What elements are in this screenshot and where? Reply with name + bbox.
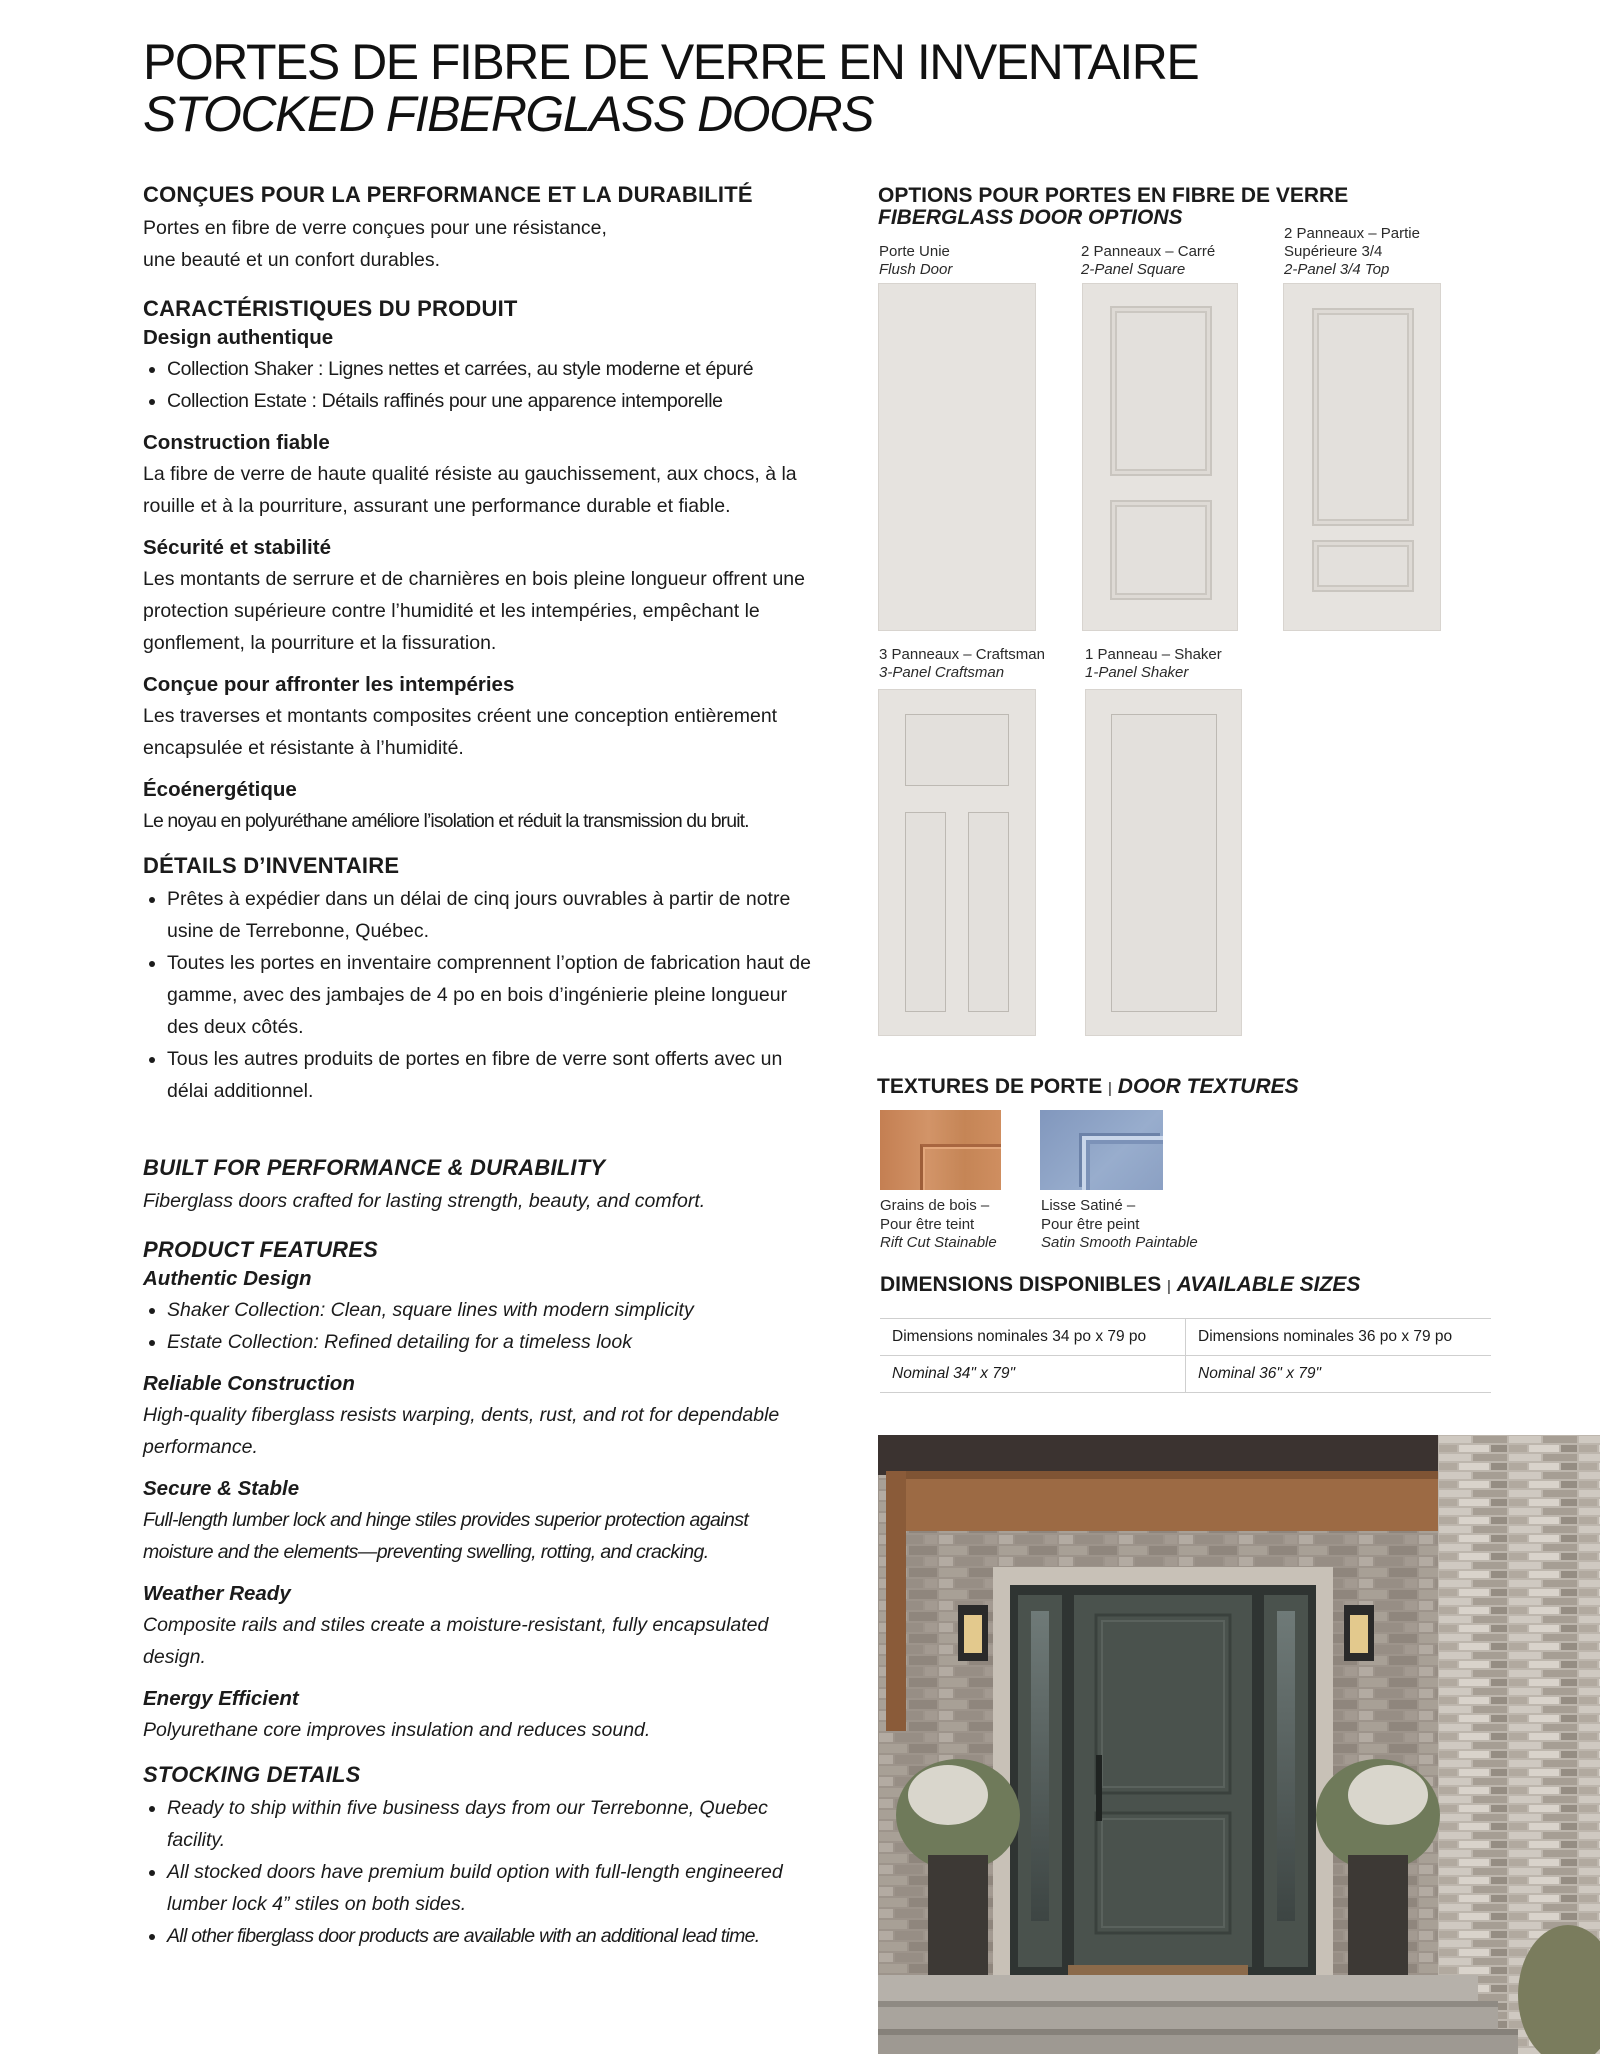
fr-construction-text: La fibre de verre de haute qualité résiste au gauchissement, aux chocs, à la rouille et à la pourriture, assurant une performance durable et fiable. (143, 463, 797, 517)
sizes-heading-en: AVAILABLE SIZES (1176, 1273, 1361, 1296)
door-label-fr-line1: 2 Panneaux – Partie (1284, 225, 1420, 242)
french-section (143, 182, 823, 1107)
list-item: • Tous les autres produits de portes en fibre de verre sont offerts avec un délai additionnel. (167, 1043, 823, 1107)
title-fr: PORTES DE FIBRE DE VERRE EN INVENTAIRE (143, 34, 1199, 90)
options-heading-fr: OPTIONS POUR PORTES EN FIBRE DE VERRE (878, 184, 1349, 207)
door-panel (905, 714, 1009, 786)
list-item: • All other fiberglass door products are available with an additional lead time. (167, 1920, 823, 1952)
en-design-list (143, 1294, 823, 1358)
door-label-flush (879, 243, 952, 279)
fr-stock-heading: DÉTAILS D’INVENTAIRE (143, 853, 400, 878)
options-heading-en: FIBERGLASS DOOR OPTIONS (878, 206, 1183, 229)
door-panel (1110, 500, 1212, 600)
fr-weather-heading: Conçue pour affronter les intempéries (143, 673, 515, 696)
fr-intro-line1: Portes en fibre de verre conçues pour une résistance, (143, 217, 607, 239)
door-1-panel-shaker-image (1085, 689, 1242, 1036)
en-design-heading: Authentic Design (143, 1267, 312, 1290)
fr-intro-line2: une beauté et un confort durables. (143, 249, 441, 271)
options-heading (878, 185, 1348, 229)
en-intro: Fiberglass doors crafted for lasting strength, beauty, and comfort. (143, 1190, 706, 1212)
fr-energy-heading: Écoénergétique (143, 778, 297, 801)
door-panel (905, 812, 946, 1012)
door-panel (968, 812, 1009, 1012)
door-label-fr: 2 Panneaux – Carré (1081, 243, 1216, 260)
fr-construction-heading: Construction fiable (143, 431, 330, 454)
fr-features-heading: CARACTÉRISTIQUES DU PRODUIT (143, 296, 518, 321)
door-label-fr: 3 Panneaux – Craftsman (879, 646, 1045, 663)
sizes-table (880, 1318, 1491, 1393)
door-panel (1312, 540, 1414, 592)
door-2-panel-34-top-image (1283, 283, 1441, 631)
texture-label-fr-line1: Grains de bois – (880, 1197, 990, 1214)
en-energy-text: Polyurethane core improves insulation and reduces sound. (143, 1719, 651, 1741)
texture-label-wood (880, 1197, 997, 1253)
list-item: • Collection Shaker : Lignes nettes et carrées, au style moderne et épuré (167, 353, 823, 385)
fr-weather-text: Les traverses et montants composites créent une conception entièrement encapsulée et résistante à l’humidité. (143, 705, 778, 759)
door-label-en: 3-Panel Craftsman (879, 664, 1005, 681)
door-panel (1111, 714, 1217, 1012)
en-heading: BUILT FOR PERFORMANCE & DURABILITY (143, 1155, 606, 1180)
list-item: • All stocked doors have premium build option with full-length engineered lumber lock 4” stiles on both sides. (167, 1856, 823, 1920)
page-title (143, 36, 1198, 140)
door-flush-image (878, 283, 1036, 631)
table-cell: Dimensions nominales 36 po x 79 po (1186, 1319, 1492, 1356)
porch-photo (878, 1435, 1600, 2054)
list-item: • Toutes les portes en inventaire comprennent l’option de fabrication haut de gamme, avec des jambajes de 4 po en bois d’ingénierie pleine longueur des deux côtés. (167, 947, 823, 1043)
fr-security-heading: Sécurité et stabilité (143, 536, 331, 559)
fr-security-text: Les montants de serrure et de charnières en bois pleine longueur offrent une protection supérieure contre l’humidité et les intempéries, empêchant le gonflement, la pourriture et la fissuration. (143, 568, 805, 654)
fr-design-list (143, 353, 823, 417)
fr-heading: CONÇUES POUR LA PERFORMANCE ET LA DURABILITÉ (143, 182, 753, 207)
en-energy-heading: Energy Efficient (143, 1687, 299, 1710)
texture-swatch-wood (880, 1110, 1001, 1190)
table-row (880, 1319, 1491, 1356)
en-weather-heading: Weather Ready (143, 1582, 291, 1605)
left-column (143, 182, 823, 1952)
door-label-fr: Porte Unie (879, 243, 950, 260)
english-section (143, 1155, 823, 1952)
door-panel (1110, 306, 1212, 476)
title-en: STOCKED FIBERGLASS DOORS (143, 86, 873, 142)
texture-label-fr-line2: Pour être teint (880, 1215, 975, 1233)
en-features-heading: PRODUCT FEATURES (143, 1237, 379, 1262)
door-label-2-panel-square (1081, 243, 1215, 279)
door-label-1-panel-shaker (1085, 646, 1222, 682)
list-item: • Prêtes à expédier dans un délai de cinq jours ouvrables à partir de notre usine de Terrebonne, Québec. (167, 883, 823, 947)
texture-label-en: Rift Cut Stainable (880, 1234, 997, 1251)
fr-stock-list (143, 883, 823, 1107)
en-construction-heading: Reliable Construction (143, 1372, 355, 1395)
sizes-heading (880, 1273, 1360, 1297)
porch-illustration (878, 1435, 1600, 2054)
en-construction-text: High-quality fiberglass resists warping, dents, rust, and rot for dependable performance. (143, 1404, 780, 1458)
door-label-fr-line2: Supérieure 3/4 (1284, 243, 1383, 260)
door-2-panel-square-image (1082, 283, 1238, 631)
table-cell: Nominal 34" x 79" (880, 1356, 1186, 1393)
door-label-fr: 1 Panneau – Shaker (1085, 646, 1222, 663)
textures-heading (877, 1075, 1299, 1099)
list-item: • Ready to ship within five business days from our Terrebonne, Quebec facility. (167, 1792, 823, 1856)
texture-swatch-smooth (1040, 1110, 1163, 1190)
heading-separator: | (1108, 1080, 1112, 1097)
door-label-en: 2-Panel 3/4 Top (1284, 261, 1390, 278)
door-label-en: Flush Door (879, 261, 953, 278)
table-row (880, 1356, 1491, 1393)
fr-design-heading: Design authentique (143, 326, 334, 349)
table-cell: Nominal 36" x 79" (1186, 1356, 1492, 1393)
door-panel (1312, 308, 1414, 526)
texture-label-en: Satin Smooth Paintable (1041, 1234, 1198, 1251)
en-security-text: Full-length lumber lock and hinge stiles provides superior protection against moisture and the elements—preventing swelling, rotting, and cracking. (143, 1509, 749, 1563)
door-label-en: 1-Panel Shaker (1085, 664, 1189, 681)
sizes-heading-fr: DIMENSIONS DISPONIBLES (880, 1273, 1162, 1296)
fr-energy-text: Le noyau en polyuréthane améliore l’isolation et réduit la transmission du bruit. (143, 810, 749, 832)
textures-heading-fr: TEXTURES DE PORTE (877, 1075, 1103, 1098)
texture-label-smooth (1041, 1197, 1198, 1253)
door-label-en: 2-Panel Square (1081, 261, 1186, 278)
door-label-2-panel-34-top (1284, 225, 1420, 279)
heading-separator: | (1167, 1278, 1171, 1295)
en-weather-text: Composite rails and stiles create a moisture-resistant, fully encapsulated design. (143, 1614, 769, 1668)
door-label-3-panel-craftsman (879, 646, 1045, 682)
en-stock-list (143, 1792, 823, 1952)
textures-heading-en: DOOR TEXTURES (1117, 1075, 1299, 1098)
en-security-heading: Secure & Stable (143, 1477, 300, 1500)
list-item: • Shaker Collection: Clean, square lines with modern simplicity (167, 1294, 823, 1326)
door-3-panel-craftsman-image (878, 689, 1036, 1036)
texture-label-fr-line2: Pour être peint (1041, 1215, 1140, 1233)
list-item: • Collection Estate : Détails raffinés pour une apparence intemporelle (167, 385, 823, 417)
texture-label-fr-line1: Lisse Satiné – (1041, 1197, 1136, 1214)
table-cell: Dimensions nominales 34 po x 79 po (880, 1319, 1186, 1356)
list-item: • Estate Collection: Refined detailing for a timeless look (167, 1326, 823, 1358)
en-stock-heading: STOCKING DETAILS (143, 1762, 361, 1787)
